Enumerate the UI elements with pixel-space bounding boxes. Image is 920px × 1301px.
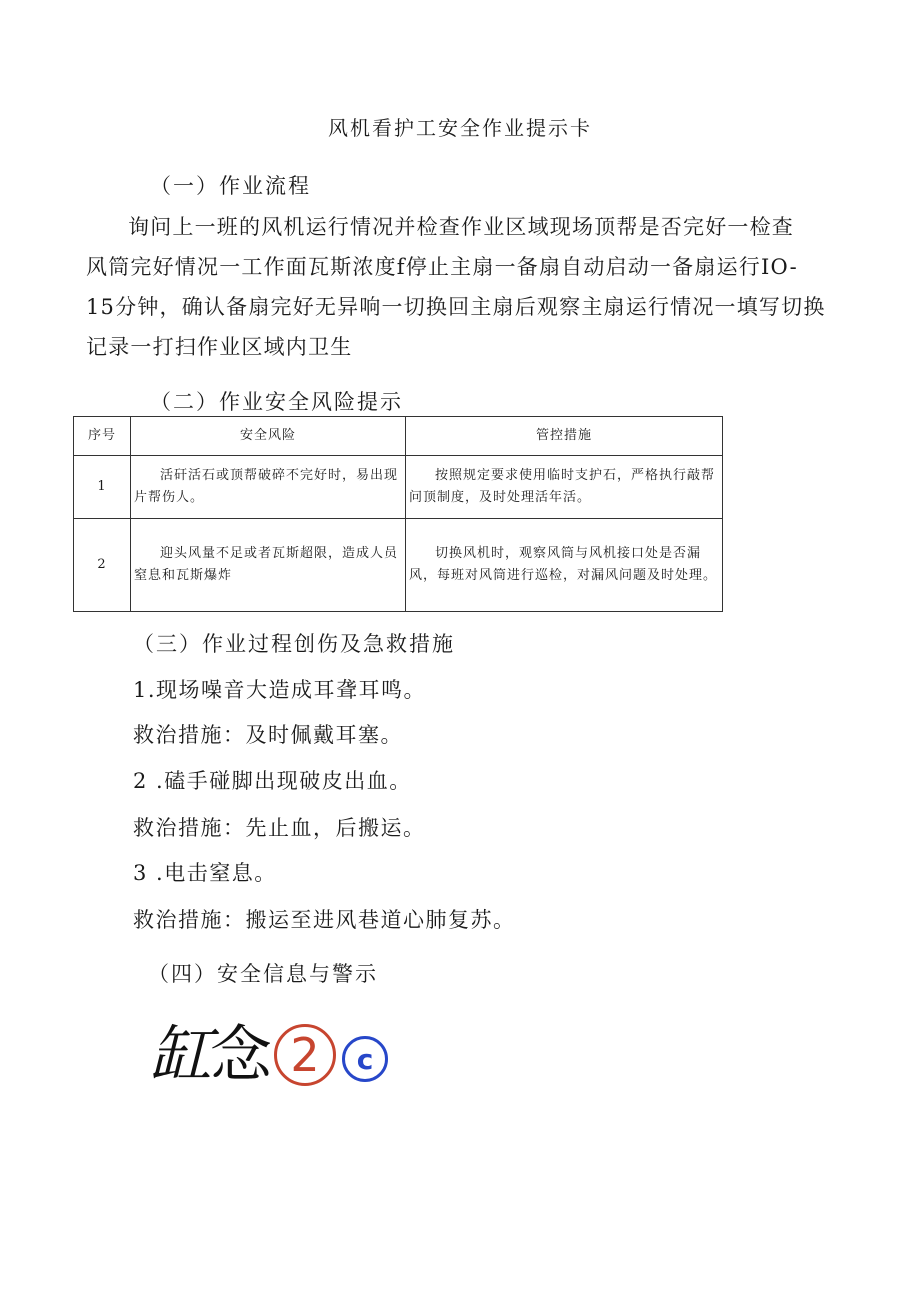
page-title: 风机看护工安全作业提示卡 bbox=[328, 116, 592, 140]
workflow-line: 询问上一班的风机运行情况并检查作业区域现场顶帮是否完好一检查 bbox=[128, 215, 794, 239]
logo-char-icon: 缸 bbox=[150, 1018, 211, 1091]
section-heading-workflow: （一）作业流程 bbox=[150, 174, 311, 198]
row-risk bbox=[131, 519, 406, 612]
risk-text: 迎头风量不足或者瓦斯超限，造成人员窒息和瓦斯爆炸 bbox=[134, 546, 399, 583]
copyright-icon: c bbox=[342, 1036, 388, 1082]
control-text: 按照规定要求使用临时支护石，严格执行敲帮问顶制度，及时处理活年活。 bbox=[409, 468, 716, 505]
workflow-line: 记录一打扫作业区域内卫生 bbox=[86, 335, 353, 359]
treatment-item: 救治措施：搬运至进风巷道心肺复苏。 bbox=[133, 908, 516, 932]
table-header-row bbox=[74, 417, 723, 456]
risk-table bbox=[73, 416, 723, 612]
row-number: 1 bbox=[74, 456, 131, 519]
risk-text: 活矸活石或顶帮破碎不完好时，易出现片帮伤人。 bbox=[134, 468, 399, 505]
section-heading-risk: （二）作业安全风险提示 bbox=[150, 390, 403, 414]
circled-number-icon: 2 bbox=[274, 1024, 336, 1086]
row-risk bbox=[131, 456, 406, 519]
column-header-risk: 安全风险 bbox=[131, 417, 406, 456]
control-text: 切换风机时，观察风筒与风机接口处是否漏风，每班对风筒进行巡检，对漏风问题及时处理。 bbox=[409, 546, 718, 583]
injury-item: 1.现场噪音大造成耳聋耳鸣。 bbox=[133, 678, 427, 702]
table-row bbox=[74, 519, 723, 612]
injury-item: 2 .磕手碰脚出现破皮出血。 bbox=[133, 769, 412, 793]
section-heading-warnings: （四）安全信息与警示 bbox=[148, 962, 378, 986]
row-number: 2 bbox=[74, 519, 131, 612]
logo-char-icon: 念 bbox=[210, 1018, 273, 1091]
table-row bbox=[74, 456, 723, 519]
section-heading-first-aid: （三）作业过程创伤及急救措施 bbox=[133, 632, 455, 656]
treatment-item: 救治措施：及时佩戴耳塞。 bbox=[133, 723, 403, 747]
column-header-number: 序号 bbox=[74, 417, 131, 456]
treatment-item: 救治措施：先止血，后搬运。 bbox=[133, 816, 426, 840]
workflow-line: 15分钟，确认备扇完好无异响一切换回主扇后观察主扇运行情况一填写切换 bbox=[86, 295, 826, 319]
column-header-control: 管控措施 bbox=[406, 417, 723, 456]
row-control bbox=[406, 519, 723, 612]
injury-item: 3 .电击窒息。 bbox=[133, 861, 277, 885]
warning-logos bbox=[150, 1015, 388, 1095]
workflow-paragraph bbox=[86, 207, 846, 367]
workflow-line: 风筒完好情况一工作面瓦斯浓度f停止主扇一备扇自动启动一备扇运行IO- bbox=[86, 255, 798, 279]
row-control bbox=[406, 456, 723, 519]
